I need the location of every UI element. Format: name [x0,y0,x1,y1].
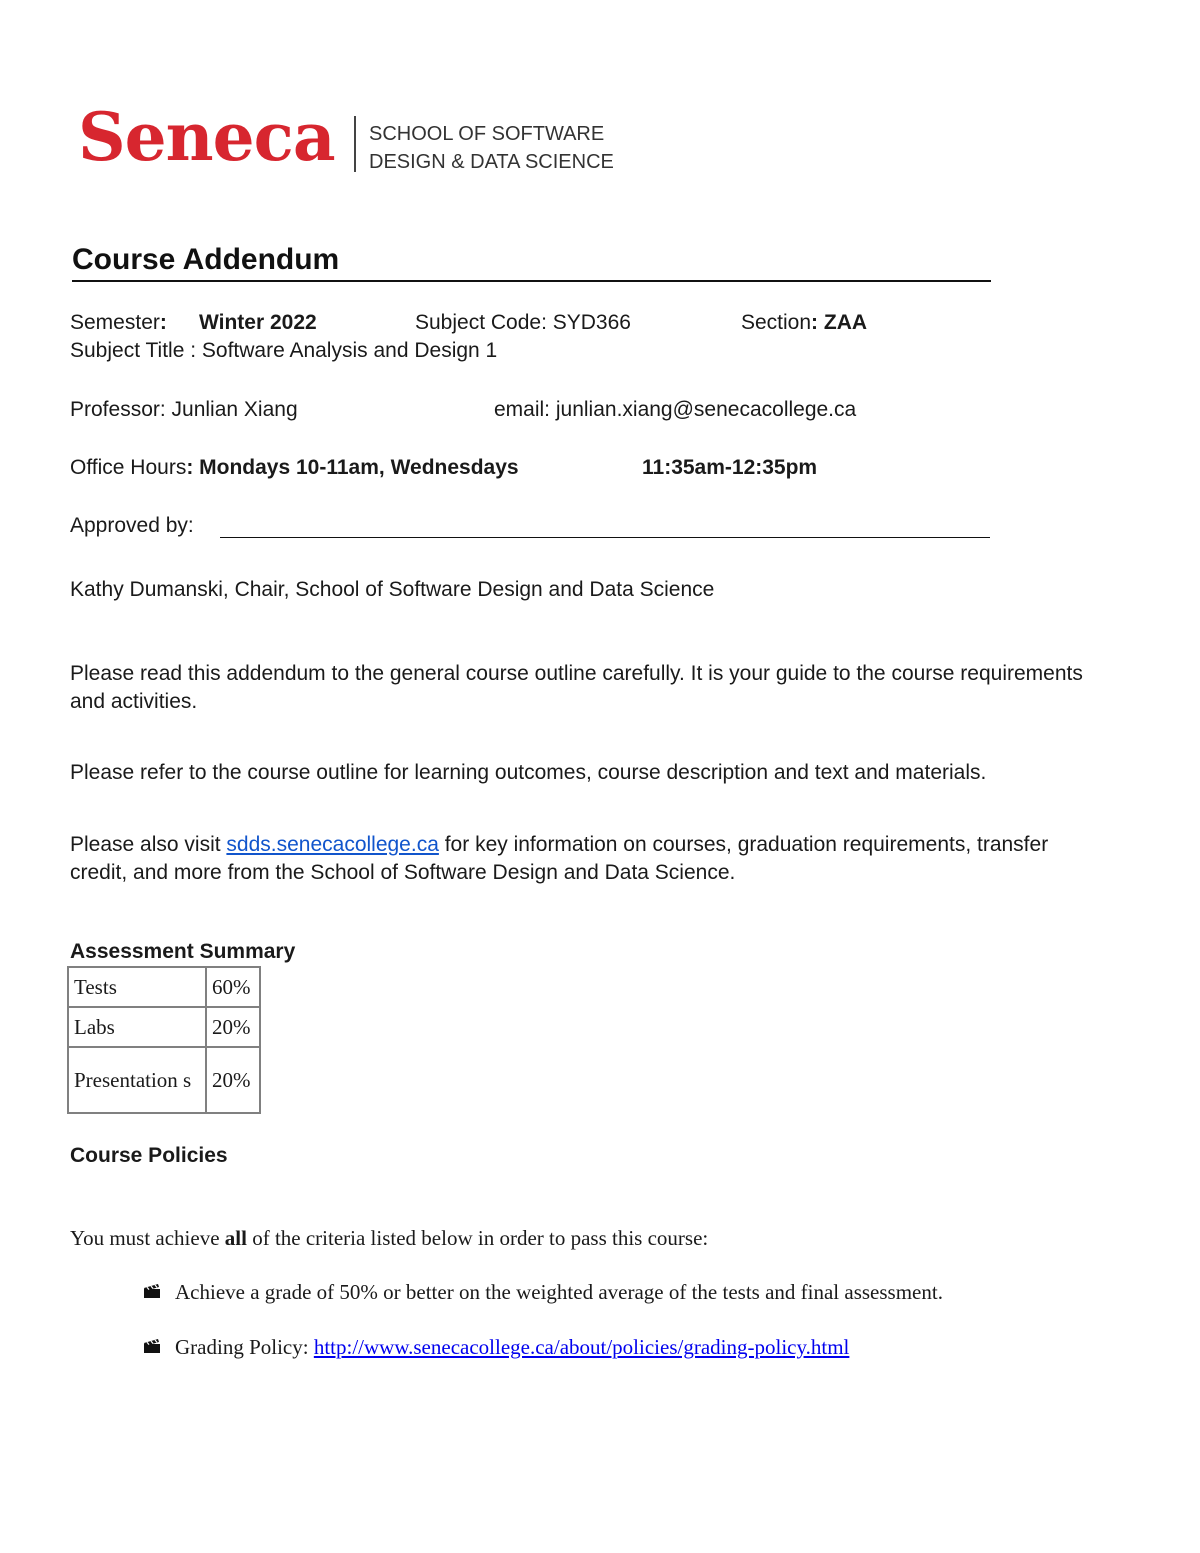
policies-intro: You must achieve all of the criteria listed below in order to pass this course: [70,1226,709,1250]
policy-bullet-1 [143,1280,943,1305]
policy-bullet-2-label: Grading Policy: [175,1335,314,1359]
school-name-line2: DESIGN & DATA SCIENCE [369,151,614,173]
assessment-weight: 20% [206,1007,260,1047]
assessment-name: Presentation s [68,1047,206,1113]
office-hours-time: 11:35am-12:35pm [642,456,818,479]
signature-line [220,537,990,538]
outline-paragraph: Please refer to the course outline for learning outcomes, course description and text and materials. [70,761,987,784]
section-label: Section [741,311,812,334]
office-hours-days: : Mondays 10-11am, Wednesdays [186,456,519,479]
assessment-table [67,966,261,1114]
chair-name: Kathy Dumanski, Chair, School of Software Design and Data Science [70,578,715,601]
policy-bullet-2 [143,1335,849,1360]
subject-code: Subject Code: SYD366 [415,311,631,334]
seneca-logo: Seneca [78,98,335,176]
section-value: : ZAA [811,311,868,334]
sdds-link[interactable]: sdds.senecacollege.ca [226,833,439,856]
page-title: Course Addendum [72,243,340,276]
professor: Professor: Junlian Xiang [70,398,298,421]
assessment-name: Tests [68,967,206,1007]
table-row [68,967,260,1007]
section-field [741,311,867,335]
assessment-weight: 60% [206,967,260,1007]
grading-policy-link[interactable]: http://www.senecacollege.ca/about/policies/grading-policy.html [313,1335,850,1359]
clapperboard-icon [143,1280,161,1296]
table-row [68,1047,260,1113]
semester-label: Semester [70,311,160,334]
office-hours-label: Office Hours [70,456,187,479]
semester-field [70,311,167,335]
assessment-name: Labs [68,1007,206,1047]
subject-title: Subject Title : Software Analysis and Design 1 [70,339,498,362]
intro-paragraph: Please read this addendum to the general course outline carefully. It is your guide to the course requirements and activities. [70,662,1083,713]
policies-heading: Course Policies [70,1144,228,1167]
title-rule [72,280,991,282]
table-row [68,1007,260,1047]
office-hours [70,456,519,480]
approved-by-label: Approved by: [70,514,194,537]
policies-intro-emphasis: all [224,1226,247,1250]
semester-colon: : [159,311,167,334]
clapperboard-icon [143,1335,161,1351]
assessment-weight: 20% [206,1047,260,1113]
semester-value: Winter 2022 [199,311,317,334]
school-name-line1: SCHOOL OF SOFTWARE [369,123,605,145]
professor-email: email: junlian.xiang@senecacollege.ca [494,398,857,421]
sdds-paragraph: Please also visit sdds.senecacollege.ca for key information on courses, graduation requirements, transfer credit, and more from the School of Software Design and Data Science. [70,833,1049,884]
assessment-heading: Assessment Summary [70,940,296,963]
school-name [369,120,614,176]
logo-divider [354,116,356,172]
policy-bullet-1-text: Achieve a grade of 50% or better on the weighted average of the tests and final assessment. [175,1280,943,1304]
